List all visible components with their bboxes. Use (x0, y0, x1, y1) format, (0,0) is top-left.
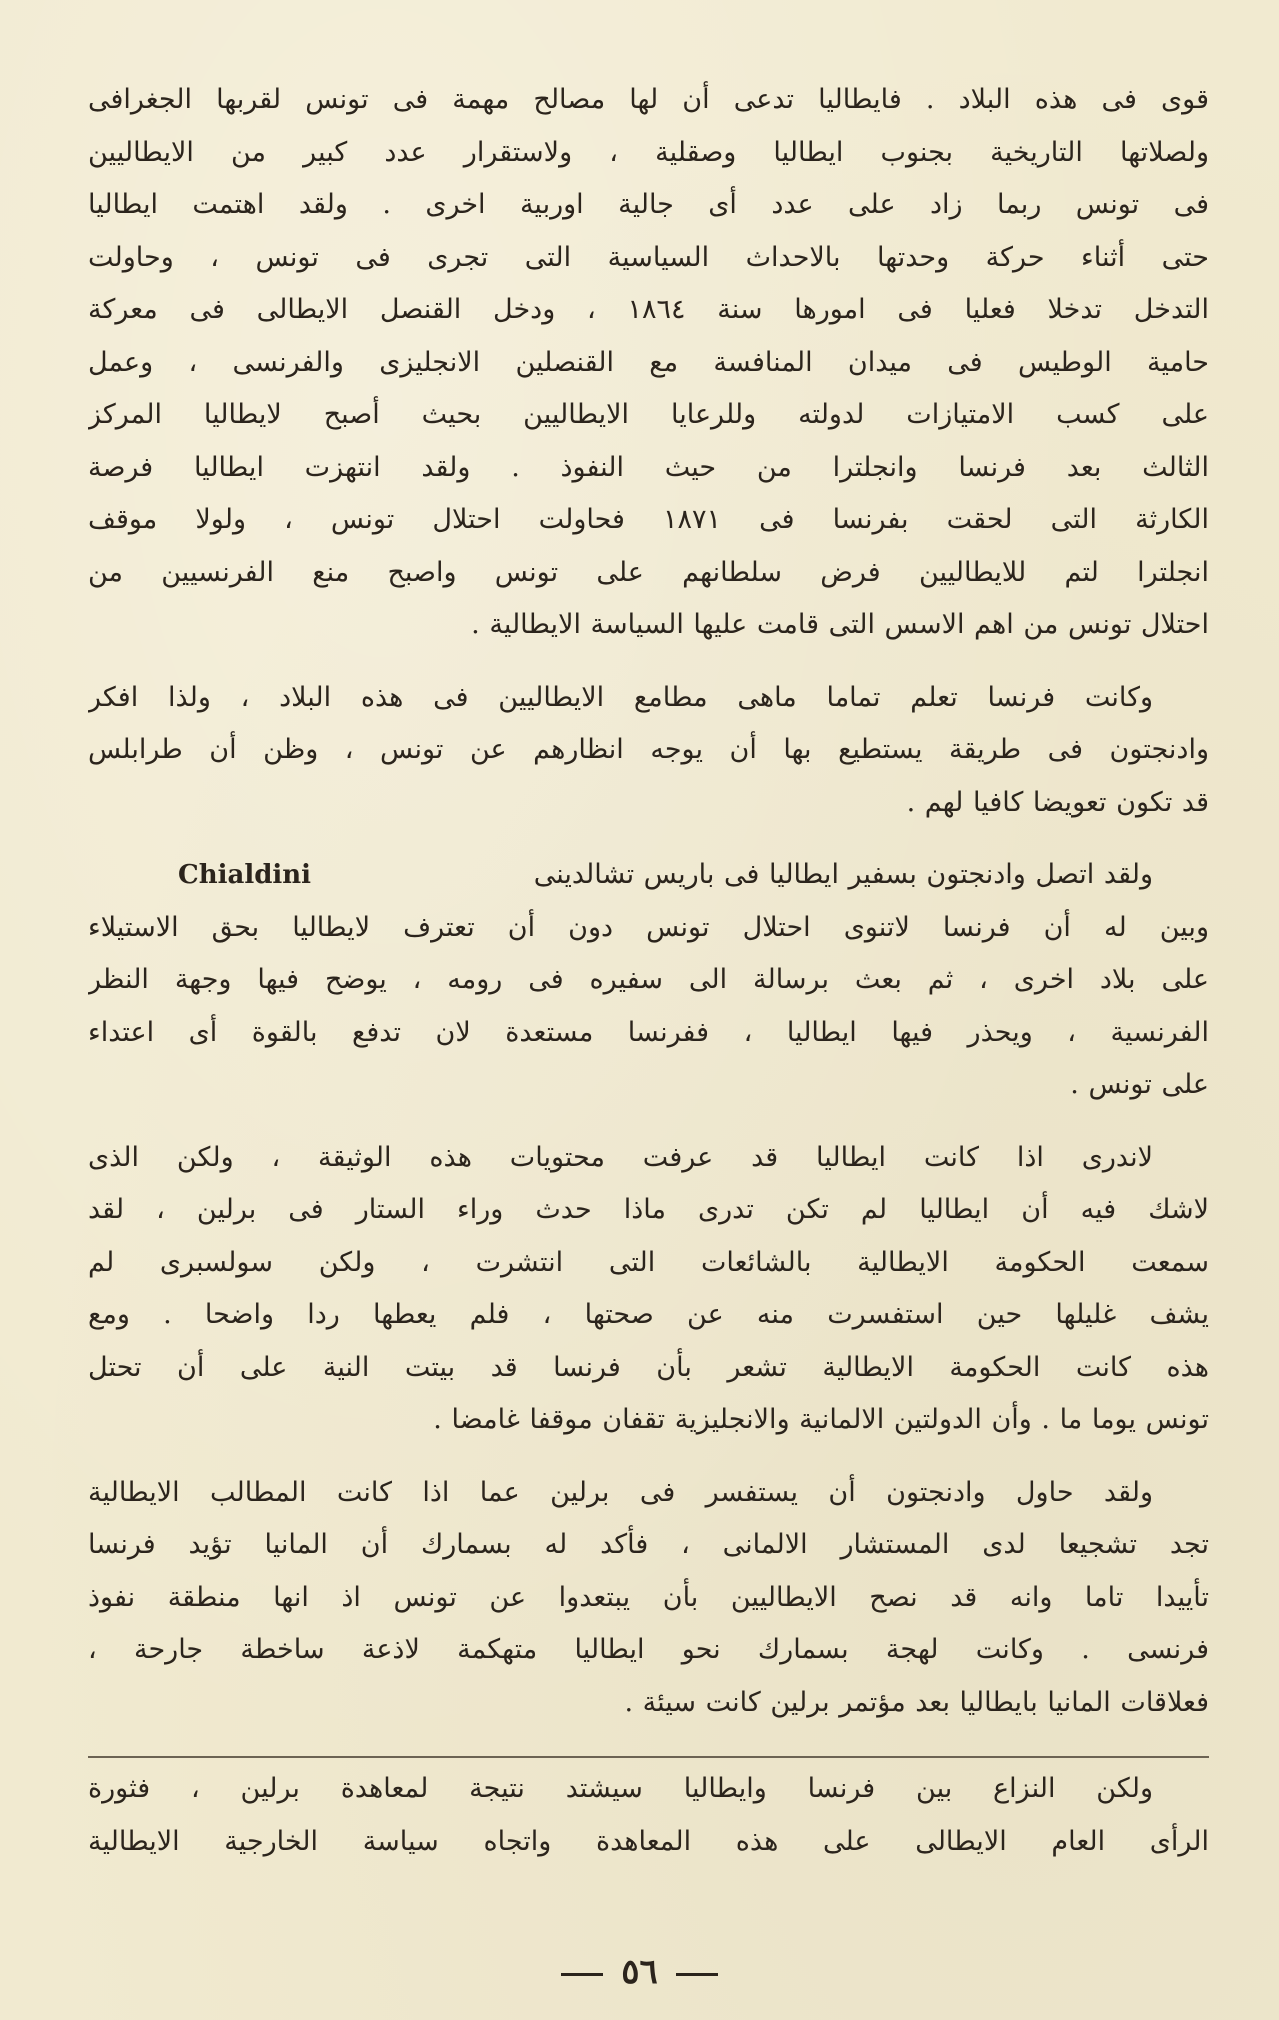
text-line: يشف غليلها حين استفسرت منه عن صحتها ، فلم يعطها ردا واضحا . ومع (88, 1299, 1209, 1330)
section-divider (88, 1756, 1209, 1758)
text-line: على بلاد اخرى ، ثم بعث برسالة الى سفيره فى رومه ، يوضح فيها وجهة النظر (88, 964, 1209, 995)
text-line: تجد تشجيعا لدى المستشار الالمانى ، فأكد له بسمارك أن المانيا تؤيد فرنسا (88, 1529, 1209, 1560)
text-line: احتلال تونس من اهم الاسس التى قامت عليها السياسة الايطالية . (471, 609, 1209, 640)
text-line: قوى فى هذه البلاد . فايطاليا تدعى أن لها مصالح مهمة فى تونس لقربها الجغرافى (88, 84, 1209, 115)
latin-name-chialdini: Chialdini (178, 860, 312, 890)
text-line: ولكن النزاع بين فرنسا وايطاليا سيشتد نتيجة لمعاهدة برلين ، فثورة (88, 1773, 1153, 1804)
text-line: انجلترا لتم للايطاليين فرض سلطانهم على تونس واصبح منع الفرنسيين من (88, 556, 1209, 588)
text-line: على تونس . (1070, 1069, 1209, 1100)
text-line: حامية الوطيس فى ميدان المنافسة مع القنصلين الانجليزى والفرنسى ، وعمل (88, 346, 1209, 378)
dash-right (561, 1973, 603, 1976)
text-line: لاشك فيه أن ايطاليا لم تكن تدرى ماذا حدث وراء الستار فى برلين ، لقد (88, 1194, 1209, 1225)
page-number-value: ٥٦ (621, 1952, 658, 1992)
dash-left (676, 1973, 718, 1976)
page-number (0, 1952, 1279, 1992)
text-line: وكانت فرنسا تعلم تماما ماهى مطامع الايطاليين فى هذه البلاد ، ولذا افكر (88, 681, 1153, 713)
text-line: وادنجتون فى طريقة يستطيع بها أن يوجه انظارهم عن تونس ، وظن أن طرابلس (88, 734, 1209, 765)
text-line: حتى أثناء حركة وحدتها بالاحداث السياسية التى تجرى فى تونس ، وحاولت (88, 241, 1209, 273)
text-line: تونس يوما ما . وأن الدولتين الالمانية والانجليزية تقفان موقفا غامضا . (433, 1404, 1209, 1435)
text-line: التدخل تدخلا فعليا فى امورها سنة ١٨٦٤ ، ودخل القنصل الايطالى فى معركة (88, 294, 1209, 325)
text-line: ولصلاتها التاريخية بجنوب ايطاليا وصقلية ، ولاستقرار عدد كبير من الايطاليين (88, 136, 1209, 168)
paragraph-3 (88, 849, 1209, 1112)
paragraph-6 (88, 1763, 1209, 1868)
paragraph-4 (88, 1132, 1209, 1447)
text-line: ولقد حاول وادنجتون أن يستفسر فى برلين عما اذا كانت المطالب الايطالية (88, 1476, 1153, 1508)
text-line: الفرنسية ، ويحذر فيها ايطاليا ، ففرنسا مستعدة لان تدفع بالقوة أى اعتداء (88, 1016, 1209, 1048)
text-line: هذه كانت الحكومة الايطالية تشعر بأن فرنسا قد بيتت النية على أن تحتل (88, 1351, 1209, 1383)
paragraph-1 (88, 74, 1209, 652)
paragraph-2 (88, 672, 1209, 830)
text-line: قد تكون تعويضا كافيا لهم . (906, 786, 1209, 818)
text-line: على كسب الامتيازات لدولته وللرعايا الايطاليين بحيث أصبح لايطاليا المركز (88, 399, 1209, 430)
text-line: الرأى العام الايطالى على هذه المعاهدة واتجاه سياسة الخارجية الايطالية (88, 1825, 1209, 1857)
text-line: الثالث بعد فرنسا وانجلترا من حيث النفوذ . ولقد انتهزت ايطاليا فرصة (88, 451, 1209, 483)
paragraph-5 (88, 1467, 1209, 1730)
text-line: الكارثة التى لحقت بفرنسا فى ١٨٧١ فحاولت احتلال تونس ، ولولا موقف (88, 504, 1209, 535)
text-line: ولقد اتصل وادنجتون بسفير ايطاليا فى باريس تشالدينى (533, 859, 1153, 890)
text-line: تأييدا تاما وانه قد نصح الايطاليين بأن يبتعدوا عن تونس اذ انها منطقة نفوذ (88, 1581, 1209, 1613)
text-line: فعلاقات المانيا بايطاليا بعد مؤتمر برلين كانت سيئة . (624, 1686, 1209, 1718)
text-line: سمعت الحكومة الايطالية بالشائعات التى انتشرت ، ولكن سولسبرى لم (88, 1246, 1209, 1278)
text-line: وبين له أن فرنسا لاتنوى احتلال تونس دون أن تعترف لايطاليا بحق الاستيلاء (88, 911, 1209, 943)
text-line: لاندرى اذا كانت ايطاليا قد عرفت محتويات هذه الوثيقة ، ولكن الذى (88, 1141, 1153, 1173)
text-line: فى تونس ربما زاد على عدد أى جالية اوربية اخرى . ولقد اهتمت ايطاليا (88, 189, 1209, 220)
text-line: فرنسى . وكانت لهجة بسمارك نحو ايطاليا متهكمة لاذعة ساخطة جارحة ، (88, 1634, 1209, 1665)
